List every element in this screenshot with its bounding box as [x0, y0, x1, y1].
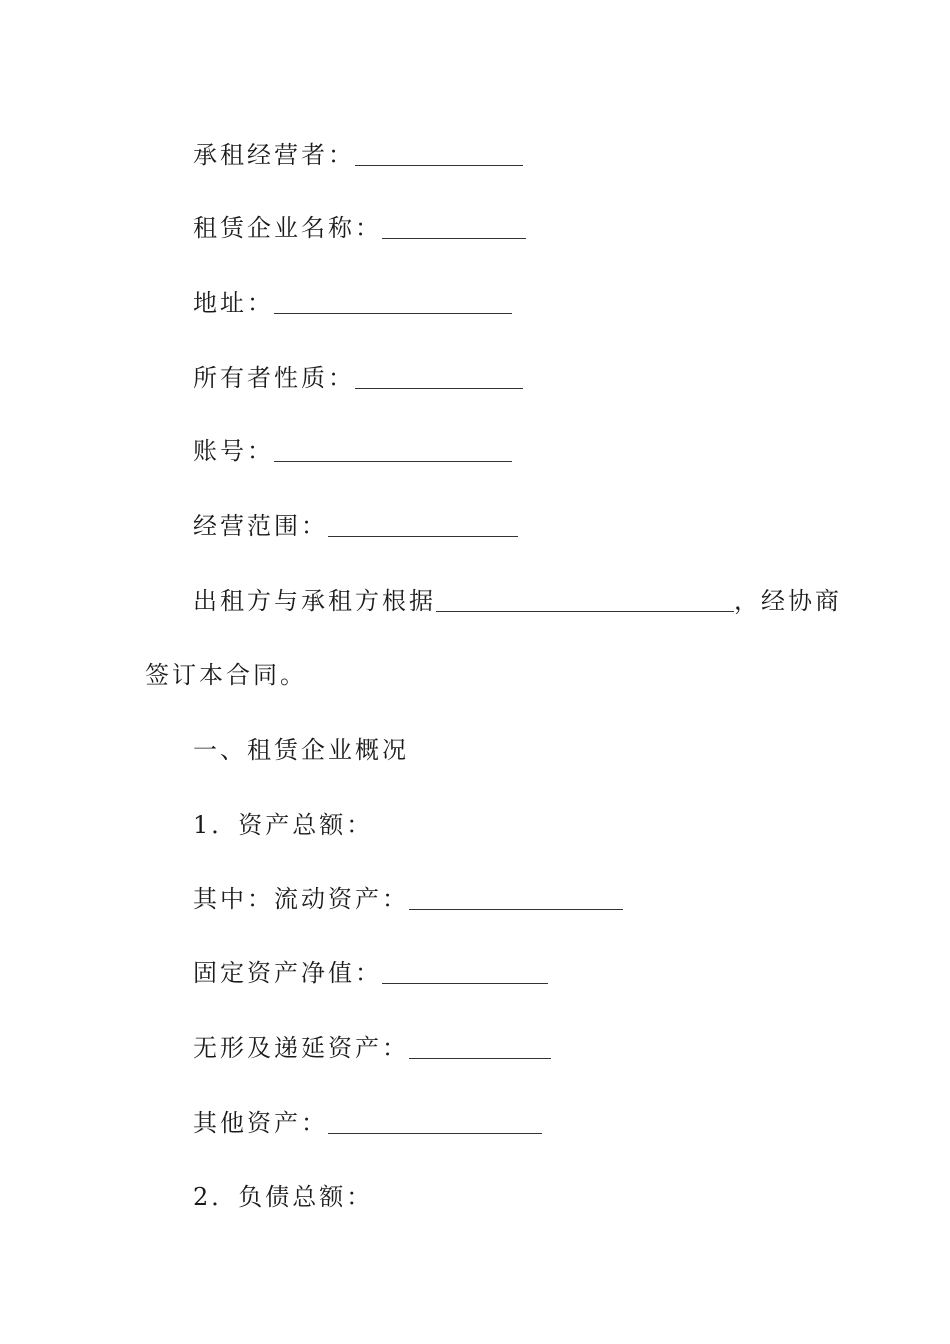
owner-nature-label: 所有者性质：	[193, 364, 355, 392]
company-name-line	[193, 213, 526, 243]
basis-continuation: 签订本合同。	[145, 661, 307, 689]
business-scope-blank[interactable]	[328, 514, 518, 537]
lessee-line	[193, 140, 523, 170]
total-assets-line	[193, 810, 373, 840]
account-label: 账号：	[193, 437, 274, 465]
basis-suffix: ，经协商	[734, 587, 842, 615]
account-blank[interactable]	[274, 439, 512, 462]
other-assets-label: 其他资产：	[193, 1109, 328, 1137]
current-assets-blank[interactable]	[409, 887, 623, 910]
company-name-blank[interactable]	[382, 216, 526, 239]
address-label: 地址：	[193, 289, 274, 317]
business-scope-line	[193, 511, 518, 541]
fixed-assets-blank[interactable]	[382, 961, 548, 984]
business-scope-label: 经营范围：	[193, 512, 328, 540]
current-assets-line	[193, 884, 623, 914]
lessee-blank[interactable]	[355, 143, 523, 166]
basis-prefix: 出租方与承租方根据	[193, 587, 436, 615]
account-line	[193, 436, 512, 466]
owner-nature-blank[interactable]	[355, 366, 523, 389]
owner-nature-line	[193, 363, 523, 393]
basis-continuation-line	[145, 660, 307, 690]
fixed-assets-label: 固定资产净值：	[193, 959, 382, 987]
intangible-assets-label: 无形及递延资产：	[193, 1034, 409, 1062]
company-name-label: 租赁企业名称：	[193, 214, 382, 242]
other-assets-line	[193, 1108, 542, 1138]
address-line	[193, 288, 512, 318]
section1-title: 一、租赁企业概况	[193, 736, 409, 764]
address-blank[interactable]	[274, 291, 512, 314]
fixed-assets-line	[193, 958, 548, 988]
intangible-assets-blank[interactable]	[409, 1036, 551, 1059]
intangible-assets-line	[193, 1033, 551, 1063]
total-liabilities-line	[193, 1182, 373, 1212]
section1-title-line	[193, 735, 409, 765]
lessee-label: 承租经营者：	[193, 141, 355, 169]
basis-blank[interactable]	[436, 589, 734, 612]
total-assets-label: 1．资产总额：	[193, 811, 374, 839]
current-assets-label: 其中：流动资产：	[193, 885, 409, 913]
basis-line	[193, 586, 842, 616]
total-liabilities-label: 2．负债总额：	[193, 1183, 374, 1211]
other-assets-blank[interactable]	[328, 1111, 542, 1134]
